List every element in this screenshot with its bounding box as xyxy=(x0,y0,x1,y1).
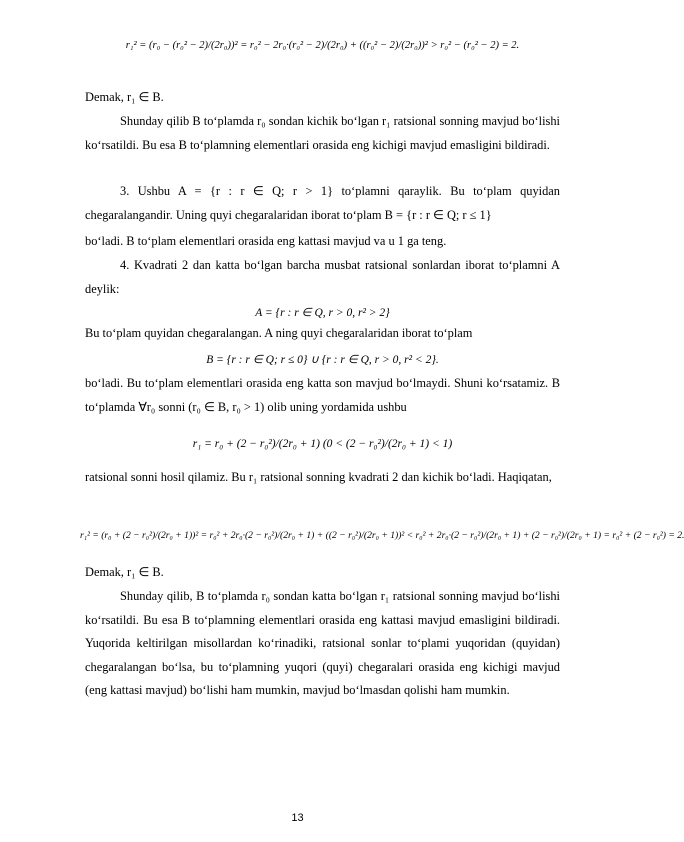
formula-r1-squared-lower: r₁² = (r₀ + (2 − r₀²)/(2r₀ + 1))² = r₀² + 2r₀·(2 − r₀²)/(2r₀ + 1) + ((2 − r₀²)/(2r₀ + 1))² < r₀² + 2r₀·(2 − r₀²)/(2r₀ + 1) + (2 − r₀²)/(2r₀ + 1) = r₀² + (2 − r₀²) = 2. xyxy=(80,530,684,541)
paragraph-example-4: 4. Kvadrati 2 dan katta bo‘lgan barcha musbat ratsional sonlardan iborat to‘plamni A deylik: xyxy=(85,258,560,296)
paragraph-no-largest: bo‘ladi. Bu to‘plam elementlari orasida eng katta son mavjud bo‘lmaydi. Shuni ko‘rsatamiz. B to‘plamda ∀r₀ sonni (r₀ ∈ B, r₀ > 1) olib uning yordamida ushbu xyxy=(85,376,560,414)
paragraph-smallest-not-exist: Shunday qilib B to‘plamda r₀ sondan kichik bo‘lgan r₁ ratsional sonning mavjud bo‘lishi ko‘rsatildi. Bu esa B to‘plamning elementlari orasida eng kichigi mavjud emasligini bildiradi. xyxy=(85,114,560,152)
formula-r1-definition: r₁ = r₀ + (2 − r₀²)/(2r₀ + 1) (0 < (2 − r₀²)/(2r₀ + 1) < 1) xyxy=(192,438,453,450)
conclusion-line-2: Demak, r₁ ∈ B. xyxy=(85,565,164,579)
paragraph-conclusion: Shunday qilib, B to‘plamda r₀ sondan katta bo‘lgan r₁ ratsional sonning mavjud bo‘lishi ko‘rsatildi. Bu esa B to‘plamning elementlari orasida eng kattasi mavjud emasligini bildiradi. Yuqorida keltirilgan misollardan ko‘rinadiki, ratsional sonlar to‘plami yuqoridan (quyidan) chegaralangan bo‘lsa, bu to‘plamning yuqori (quyi) chegaralari orasida eng kichigi mavjud (eng kattasi mavjud) bo‘lishi ham mumkin, mavjud bo‘lmasdan qolishi ham mumkin. xyxy=(85,589,560,697)
paragraph-example-3-end: bo‘ladi. B to‘plam elementlari orasida eng kattasi mavjud va u 1 ga teng. xyxy=(85,234,447,248)
paragraph-example-3: 3. Ushbu A = {r : r ∈ Q; r > 1} to‘plamni qaraylik. Bu to‘plam quyidan chegaralangandir. Uning quyi chegaralaridan iborat to‘plam B = {r : r ∈ Q; r ≤ 1} xyxy=(85,184,560,222)
formula-set-B: B = {r : r ∈ Q; r ≤ 0} ∪ {r : r ∈ Q, r > 0, r² < 2}. xyxy=(206,354,439,366)
conclusion-line-1: Demak, r₁ ∈ B. xyxy=(85,90,164,104)
formula-r1-squared-upper: r₁² = (r₀ − (r₀² − 2)/(2r₀))² = r₀² − 2r₀·(r₀² − 2)/(2r₀) + ((r₀² − 2)/(2r₀))² > r₀² − (r₀² − 2) = 2. xyxy=(125,40,520,51)
page-number: 13 xyxy=(291,812,304,824)
line-lower-bounded: Bu to‘plam quyidan chegaralangan. A ning quyi chegaralaridan iborat to‘plam xyxy=(85,326,473,340)
paragraph-square-less-2: ratsional sonni hosil qilamiz. Bu r₁ ratsional sonning kvadrati 2 dan kichik bo‘ladi. Haqiqatan, xyxy=(85,470,552,484)
formula-set-A: A = {r : r ∈ Q, r > 0, r² > 2} xyxy=(255,307,390,319)
